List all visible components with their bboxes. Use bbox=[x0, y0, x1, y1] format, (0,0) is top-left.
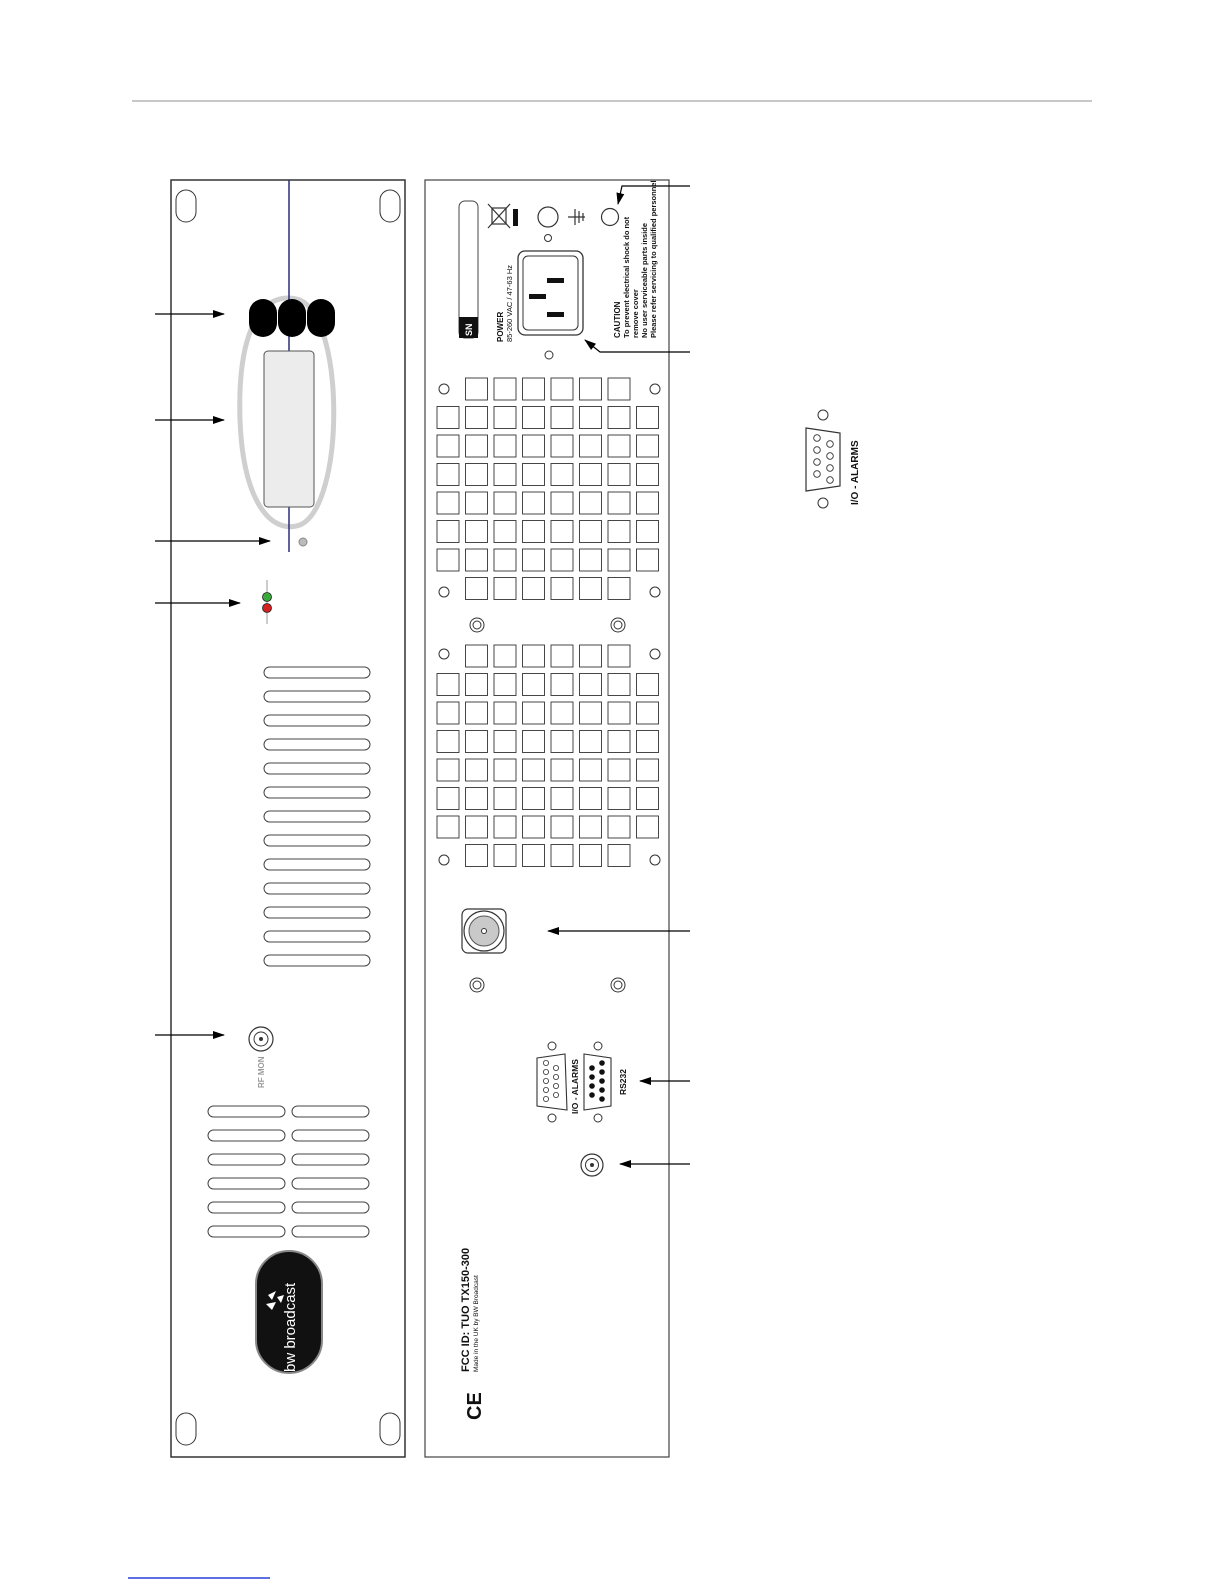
heatsink-cell bbox=[523, 845, 545, 867]
vent-slot bbox=[292, 1202, 369, 1213]
bnc-connector[interactable] bbox=[581, 1154, 603, 1176]
heatsink-cell bbox=[494, 759, 516, 781]
heatsink-cell bbox=[437, 549, 459, 571]
vent-slot bbox=[264, 883, 370, 894]
vent-slot bbox=[292, 1154, 369, 1165]
heatsink-cell bbox=[551, 521, 573, 543]
heatsink-cell bbox=[523, 759, 545, 781]
vent-slot bbox=[264, 715, 370, 726]
heatsink-cell bbox=[637, 492, 659, 514]
heatsink-cell bbox=[551, 845, 573, 867]
vent-slot bbox=[264, 931, 370, 942]
heatsink-cell bbox=[437, 702, 459, 724]
heatsink-cell bbox=[466, 731, 488, 753]
heatsink-cell bbox=[523, 407, 545, 429]
heatsink-cell bbox=[466, 788, 488, 810]
heatsink-cell bbox=[523, 731, 545, 753]
heatsink-cell bbox=[523, 435, 545, 457]
heatsink-cell bbox=[523, 645, 545, 667]
heatsink-cell bbox=[608, 578, 630, 600]
vent-slot bbox=[264, 859, 370, 870]
heatsink-cell bbox=[580, 816, 602, 838]
heatsink-cell bbox=[637, 759, 659, 781]
heatsink-cell bbox=[523, 521, 545, 543]
caution-line-3: No user serviceable parts inside bbox=[640, 222, 649, 338]
heatsink-cell bbox=[466, 521, 488, 543]
heatsink-cell bbox=[580, 464, 602, 486]
power-title: POWER bbox=[496, 311, 505, 342]
vent-slot bbox=[264, 907, 370, 918]
caution-line-2: remove cover bbox=[631, 289, 640, 338]
heatsink-cell bbox=[437, 464, 459, 486]
ce-mark: CE bbox=[464, 1392, 486, 1420]
vent-slot bbox=[264, 787, 370, 798]
control-button[interactable] bbox=[249, 299, 277, 337]
front-panel bbox=[171, 180, 405, 1457]
heatsink-cell bbox=[523, 549, 545, 571]
heatsink-cell bbox=[523, 492, 545, 514]
vent-slot bbox=[264, 835, 370, 846]
heatsink-cell bbox=[437, 731, 459, 753]
heatsink-cell bbox=[523, 378, 545, 400]
vent-slot bbox=[208, 1202, 285, 1213]
heatsink-cell bbox=[466, 464, 488, 486]
heatsink-cell bbox=[551, 435, 573, 457]
heatsink-cell bbox=[494, 788, 516, 810]
heatsink-cell bbox=[523, 578, 545, 600]
lcd-display bbox=[264, 351, 314, 507]
heatsink-cell bbox=[466, 702, 488, 724]
heatsink-cell bbox=[494, 645, 516, 667]
earth-stud[interactable] bbox=[602, 209, 619, 226]
heatsink-cell bbox=[437, 492, 459, 514]
heatsink-cell bbox=[608, 759, 630, 781]
vent-slot bbox=[292, 1106, 369, 1117]
heatsink-cell bbox=[580, 578, 602, 600]
heatsink-cell bbox=[580, 731, 602, 753]
heatsink-cell bbox=[580, 549, 602, 571]
heatsink-cell bbox=[637, 549, 659, 571]
rs232-label: RS232 bbox=[618, 1069, 628, 1095]
vent-slot bbox=[292, 1226, 369, 1237]
heatsink-cell bbox=[494, 674, 516, 696]
heatsink-cell bbox=[523, 464, 545, 486]
heatsink-cell bbox=[608, 521, 630, 543]
rf-mon-label: RF MON bbox=[257, 1056, 266, 1088]
vent-slot bbox=[292, 1130, 369, 1141]
made-in-text: Made in the UK by BW Broadcast bbox=[473, 1275, 480, 1372]
heatsink-cell bbox=[494, 435, 516, 457]
heatsink-cell bbox=[466, 759, 488, 781]
heatsink-cell bbox=[580, 492, 602, 514]
vent-slot bbox=[264, 739, 370, 750]
heatsink-cell bbox=[494, 578, 516, 600]
heatsink-cell bbox=[608, 845, 630, 867]
heatsink-cell bbox=[580, 645, 602, 667]
heatsink-cell bbox=[580, 845, 602, 867]
heatsink-cell bbox=[437, 521, 459, 543]
heatsink-cell bbox=[551, 731, 573, 753]
io-alarms-label: I/O - ALARMS bbox=[570, 1059, 580, 1114]
heatsink-cell bbox=[494, 549, 516, 571]
heatsink-cell bbox=[466, 645, 488, 667]
vent-slot bbox=[264, 763, 370, 774]
rack-slot bbox=[380, 190, 400, 222]
vent-slot bbox=[208, 1130, 285, 1141]
heatsink-cell bbox=[551, 407, 573, 429]
control-button[interactable] bbox=[307, 299, 335, 337]
heatsink-cell bbox=[437, 816, 459, 838]
io-alarms-detail-connector bbox=[806, 410, 840, 508]
heatsink-cell bbox=[466, 407, 488, 429]
heatsink-cell bbox=[580, 674, 602, 696]
logo-text: bw broadcast bbox=[282, 1282, 299, 1372]
heatsink-cell bbox=[494, 378, 516, 400]
heatsink-cell bbox=[551, 788, 573, 810]
caution-line-1: To prevent electrical shock do not bbox=[622, 216, 631, 338]
fcc-id: FCC ID: TUO TX150-300 bbox=[460, 1247, 472, 1372]
heatsink-cell bbox=[608, 549, 630, 571]
heatsink-cell bbox=[437, 407, 459, 429]
heatsink-cell bbox=[580, 702, 602, 724]
heatsink-cell bbox=[580, 435, 602, 457]
heatsink-cell bbox=[551, 464, 573, 486]
vent-slot bbox=[208, 1226, 285, 1237]
heatsink-cell bbox=[551, 816, 573, 838]
heatsink-cell bbox=[580, 378, 602, 400]
heatsink-cell bbox=[608, 788, 630, 810]
heatsink-cell bbox=[551, 674, 573, 696]
heatsink-cell bbox=[637, 521, 659, 543]
rack-slot bbox=[176, 190, 196, 222]
heatsink-cell bbox=[466, 492, 488, 514]
vent-slot bbox=[264, 667, 370, 678]
vent-slot bbox=[264, 955, 370, 966]
vent-slot bbox=[208, 1154, 285, 1165]
control-button[interactable] bbox=[278, 299, 306, 337]
heatsink-cell bbox=[580, 407, 602, 429]
heatsink-cell bbox=[637, 435, 659, 457]
caution-title: CAUTION bbox=[613, 301, 622, 338]
heatsink-cell bbox=[523, 816, 545, 838]
heatsink-cell bbox=[608, 816, 630, 838]
heatsink-cell bbox=[494, 731, 516, 753]
rack-slot bbox=[380, 1413, 400, 1445]
heatsink-cell bbox=[466, 845, 488, 867]
heatsink-cell bbox=[437, 759, 459, 781]
heatsink-cell bbox=[637, 702, 659, 724]
heatsink-cell bbox=[637, 674, 659, 696]
heatsink-cell bbox=[551, 645, 573, 667]
heatsink-cell bbox=[523, 674, 545, 696]
heatsink-cell bbox=[551, 578, 573, 600]
heatsink-cell bbox=[437, 788, 459, 810]
heatsink-cell bbox=[494, 521, 516, 543]
heatsink-cell bbox=[608, 674, 630, 696]
heatsink-cell bbox=[608, 435, 630, 457]
heatsink-cell bbox=[637, 816, 659, 838]
heatsink-cell bbox=[637, 788, 659, 810]
heatsink-cell bbox=[608, 731, 630, 753]
heatsink-cell bbox=[466, 674, 488, 696]
heatsink-cell bbox=[437, 435, 459, 457]
vent-slot bbox=[208, 1178, 285, 1189]
heatsink-cell bbox=[551, 702, 573, 724]
heatsink-cell bbox=[466, 816, 488, 838]
heatsink-cell bbox=[580, 788, 602, 810]
vent-slot bbox=[208, 1106, 285, 1117]
status-led-red bbox=[263, 604, 272, 613]
heatsink-cell bbox=[637, 407, 659, 429]
power-spec: 85-260 VAC / 47-63 Hz bbox=[505, 265, 514, 342]
heatsink-cell bbox=[608, 407, 630, 429]
heatsink-cell bbox=[466, 549, 488, 571]
indicator-dot bbox=[299, 538, 307, 546]
heatsink-cell bbox=[608, 378, 630, 400]
rack-slot bbox=[176, 1413, 196, 1445]
heatsink-cell bbox=[551, 492, 573, 514]
heatsink-cell bbox=[523, 788, 545, 810]
serial-number-label: SN bbox=[464, 323, 474, 336]
vent-slot bbox=[292, 1178, 369, 1189]
caution-line-4: Please refer servicing to qualified personnel bbox=[649, 180, 658, 338]
heatsink-cell bbox=[466, 578, 488, 600]
heatsink-cell bbox=[580, 759, 602, 781]
heatsink-cell bbox=[551, 759, 573, 781]
heatsink-cell bbox=[523, 702, 545, 724]
heatsink-cell bbox=[494, 845, 516, 867]
vent-slot bbox=[264, 811, 370, 822]
heatsink-cell bbox=[494, 492, 516, 514]
heatsink-cell bbox=[608, 492, 630, 514]
heatsink-cell bbox=[494, 407, 516, 429]
heatsink-cell bbox=[637, 464, 659, 486]
io-alarms-detail-label: I/O - ALARMS bbox=[850, 440, 861, 505]
heatsink-cell bbox=[494, 464, 516, 486]
heatsink-cell bbox=[494, 816, 516, 838]
heatsink-cell bbox=[466, 378, 488, 400]
heatsink-cell bbox=[466, 435, 488, 457]
heatsink-cell bbox=[580, 521, 602, 543]
rf-output-connector[interactable] bbox=[462, 909, 506, 953]
heatsink-cell bbox=[608, 645, 630, 667]
heatsink-cell bbox=[608, 702, 630, 724]
heatsink-cell bbox=[437, 674, 459, 696]
heatsink-cell bbox=[551, 549, 573, 571]
fuse-holder[interactable] bbox=[538, 207, 558, 227]
heatsink-cell bbox=[608, 464, 630, 486]
heatsink-cell bbox=[494, 702, 516, 724]
status-led-green bbox=[263, 593, 272, 602]
heatsink-cell bbox=[637, 731, 659, 753]
vent-slot bbox=[264, 691, 370, 702]
heatsink-cell bbox=[551, 378, 573, 400]
